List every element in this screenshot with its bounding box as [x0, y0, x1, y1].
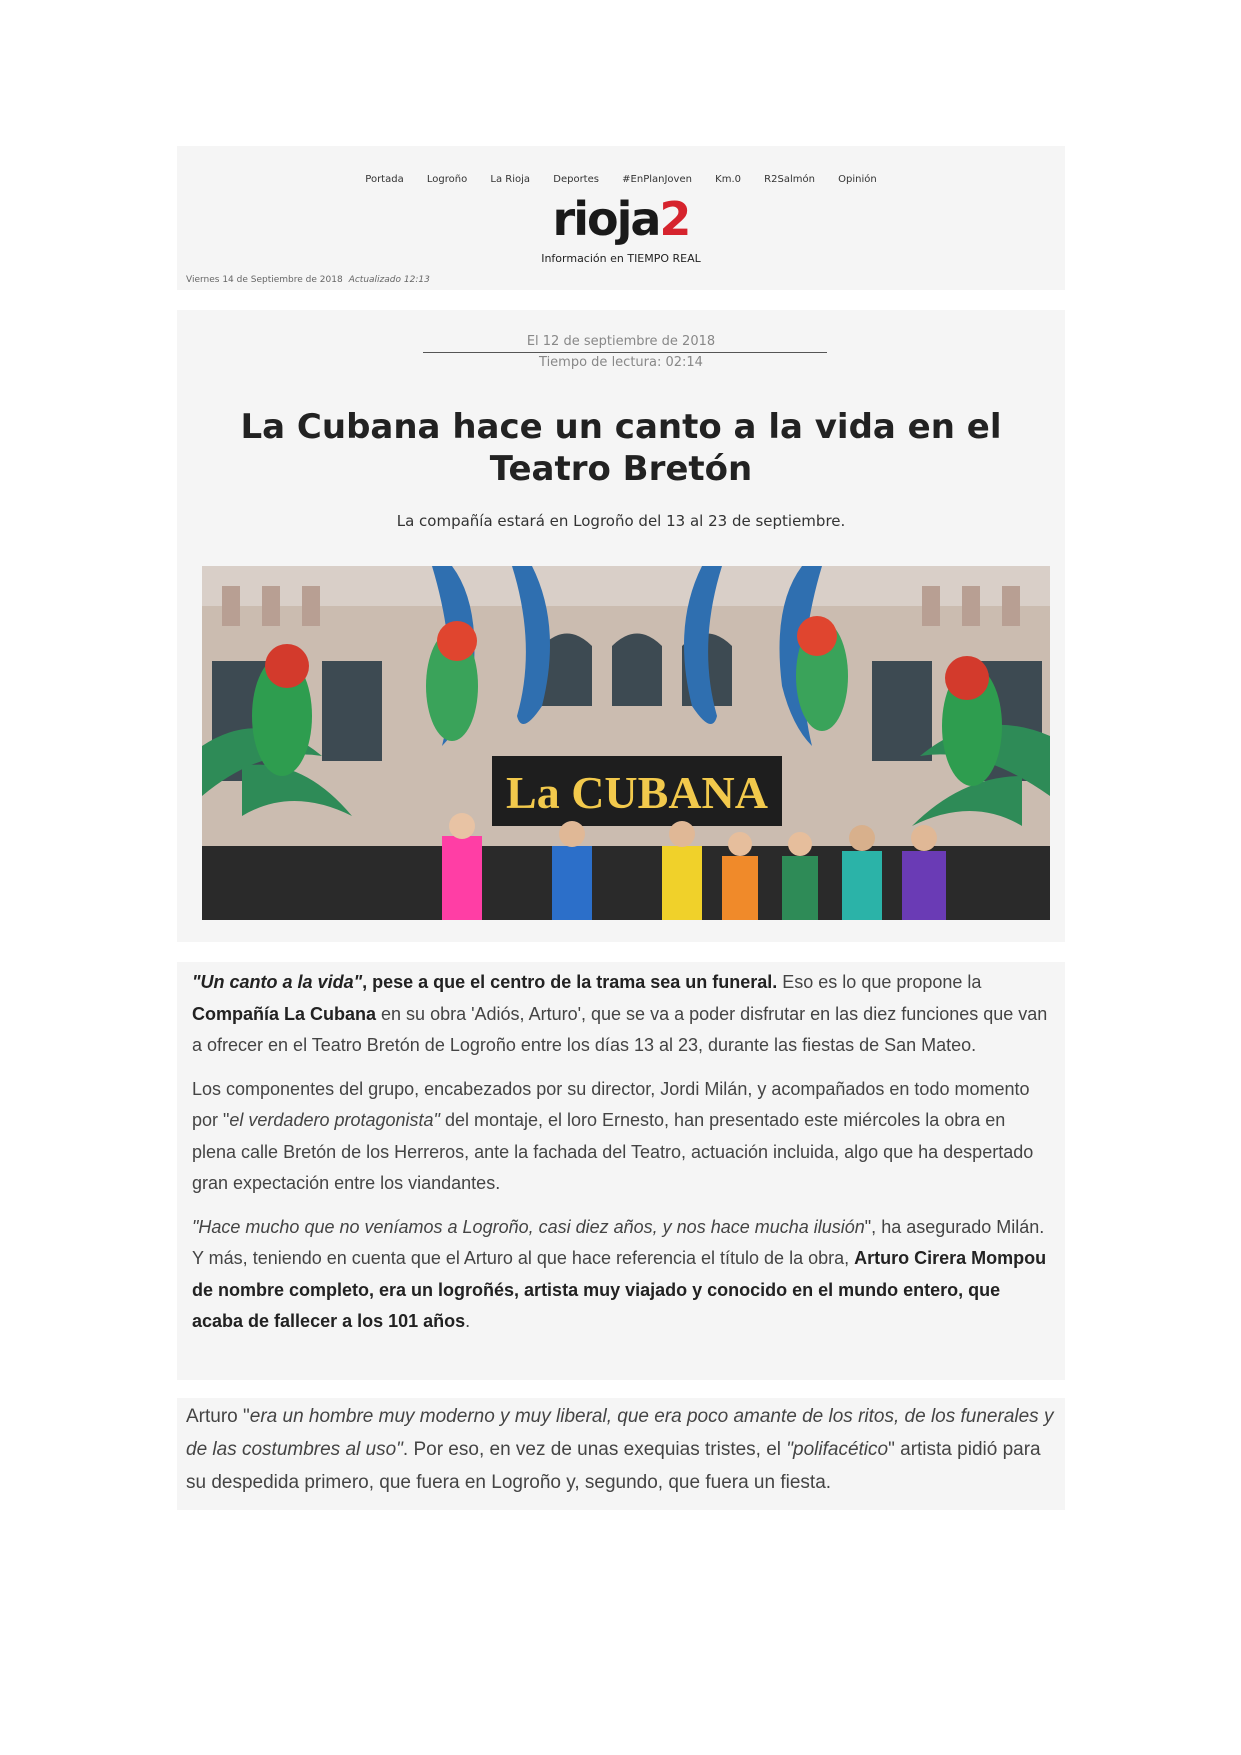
site-header — [177, 146, 1065, 290]
p3-quote: "Hace mucho que no veníamos a Logroño, casi diez años, y nos hace mucha ilusión — [192, 1216, 865, 1237]
p4-text-a: Arturo " — [186, 1406, 250, 1427]
p1-quote: "Un canto a la vida" — [192, 972, 363, 992]
p2-text-b: del montaje, el loro Ernesto, han presentado este miércoles la obra en plena calle Bretón de los Herreros, ante la fachada del Teatro, actuación incluida, algo que ha despertado gran expectación entre los viandantes. — [192, 1110, 1034, 1193]
date-divider — [423, 352, 827, 353]
p1-company: Compañía La Cubana — [192, 1003, 377, 1024]
paragraph-4 — [186, 1400, 1061, 1499]
paragraph-1 — [192, 967, 1052, 1062]
p3-text-b: . — [465, 1311, 471, 1331]
article-header — [177, 310, 1065, 942]
updated-time: Actualizado 12:13 — [348, 275, 430, 285]
article-title: La Cubana hace un canto a la vida en el Teatro Bretón — [240, 407, 1002, 489]
main-nav — [177, 174, 1065, 185]
paragraph-3 — [192, 1212, 1052, 1338]
nav-item-la-rioja[interactable]: La Rioja — [490, 174, 531, 185]
p2-text-a: Los componentes del grupo, encabezados por su director, Jordi Milán, y acompañados en todo momento por " — [192, 1078, 1030, 1130]
p1-text-a: Eso es lo que propone la — [777, 972, 982, 992]
site-tagline: Información en TIEMPO REAL — [541, 252, 701, 265]
nav-item-r2salmon[interactable]: R2Salmón — [764, 174, 815, 185]
paragraph-2 — [192, 1074, 1052, 1200]
p4-text-b: . Por eso, en vez de unas exequias tristes, el — [402, 1439, 787, 1460]
photo-sign-text: La CUBANA — [506, 767, 768, 818]
nav-item-deportes[interactable]: Deportes — [553, 174, 599, 185]
article-body — [177, 962, 1065, 1380]
logo-number: 2 — [659, 192, 690, 246]
header-date — [186, 275, 430, 285]
nav-item-portada[interactable]: Portada — [365, 174, 404, 185]
p4-text-c: " artista pidió para su despedida primero, que fuera en Logroño y, segundo, que fuera un fiesta. — [186, 1439, 1041, 1493]
p3-text-a: ", ha asegurado Milán. Y más, teniendo en cuenta que el Arturo al que hace referencia el título de la obra, — [192, 1216, 1045, 1268]
p1-bold-lead: , pese a que el centro de la trama sea un funeral. — [362, 972, 778, 992]
photo-illustration — [202, 566, 1050, 920]
reading-time: Tiempo de lectura: 02:14 — [539, 355, 703, 370]
logo-text: rioja — [552, 192, 660, 246]
nav-item-opinion[interactable]: Opinión — [838, 174, 877, 185]
nav-item-km0[interactable]: Km.0 — [715, 174, 741, 185]
article-subtitle: La compañía estará en Logroño del 13 al 23 de septiembre. — [396, 512, 846, 530]
publication-date: El 12 de septiembre de 2018 — [526, 334, 716, 349]
article-photo — [202, 566, 1050, 920]
p2-italic: el verdadero protagonista" — [229, 1110, 440, 1130]
p4-quote: era un hombre muy moderno y muy liberal, que era poco amante de los ritos, de los funerales y de las costumbres al uso" — [186, 1406, 1054, 1460]
current-date: Viernes 14 de Septiembre de 2018 — [186, 275, 343, 285]
article-body-continued — [177, 1398, 1065, 1510]
site-logo[interactable] — [177, 194, 1065, 244]
p4-italic: "polifacético — [786, 1439, 889, 1460]
nav-item-enplanjoven[interactable]: #EnPlanJoven — [622, 174, 692, 185]
p1-text-b: en su obra 'Adiós, Arturo', que se va a poder disfrutar en las diez funciones que van a ofrecer en el Teatro Bretón de Logroño entre los días 13 al 23, durante las fiestas de San Mateo. — [192, 1003, 1048, 1055]
p3-bold: Arturo Cirera Mompou de nombre completo, era un logroñés, artista muy viajado y conocido en el mundo entero, que acaba de fallecer a los 101 años — [192, 1248, 1047, 1331]
nav-item-logrono[interactable]: Logroño — [426, 174, 468, 185]
